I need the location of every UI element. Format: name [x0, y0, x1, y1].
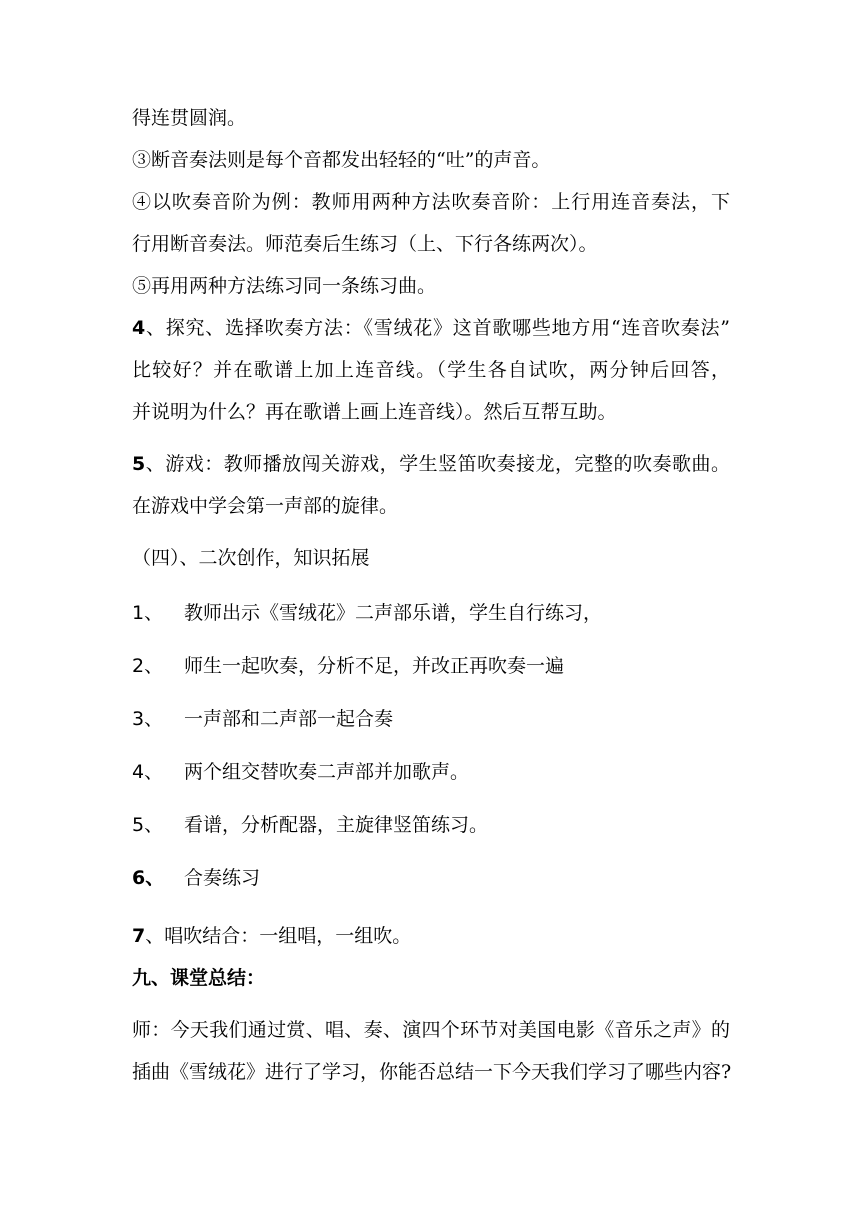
- paragraph-line: [132, 148, 550, 172]
- paragraph-line: 插曲《雪绒花》进行了学习，你能否总结一下今天我们学习了哪些内容?: [132, 1061, 732, 1083]
- paragraph-line: [132, 452, 730, 476]
- paragraph-line: 比较好？并在歌谱上加上连音线。（学生各自试吹，两分钟后回答，: [132, 359, 730, 381]
- list-number: 3、: [132, 708, 164, 730]
- paragraph-line: 师：今天我们通过赏、唱、奏、演四个环节对美国电影《音乐之声》的: [132, 1019, 730, 1041]
- line-text: 行用断音奏法。师范奏后生练习（上、下行各练两次）。: [132, 233, 598, 255]
- paragraph-line: ④以吹奏音阶为例：教师用两种方法吹奏音阶：上行用连音奏法，下: [132, 191, 730, 213]
- paragraph-line: [132, 924, 411, 948]
- section-heading-summary: [132, 966, 265, 990]
- line-text: 九、课堂总结：: [132, 967, 266, 989]
- list-number: 5、: [132, 814, 164, 836]
- list-text: 师生一起吹奏，分析不足，并改正再吹奏一遍: [184, 655, 565, 677]
- list-text: 两个组交替吹奏二声部并加歌声。: [184, 761, 470, 783]
- list-text: 一声部和二声部一起合奏: [184, 708, 394, 730]
- list-item: [132, 866, 260, 890]
- line-text: 、探究、选择吹奏方法：《雪绒花》这首歌哪些地方用“连音吹奏法”: [145, 317, 730, 339]
- line-text: 、唱吹结合：一组唱，一组吹。: [145, 925, 412, 947]
- paragraph-line: [132, 316, 730, 340]
- line-text: （四）、二次创作，知识拓展: [132, 547, 370, 569]
- line-text: 得连贯圆润。: [132, 107, 247, 129]
- list-number: 6、: [132, 867, 165, 889]
- line-text: ③断音奏法则是每个音都发出轻轻的“吐”的声音。: [132, 149, 551, 171]
- list-item: [132, 707, 393, 731]
- paragraph-line: [132, 232, 598, 256]
- list-number: 2、: [132, 655, 164, 677]
- list-item: [132, 654, 564, 678]
- list-text: 教师出示《雪绒花》二声部乐谱，学生自行练习，: [184, 602, 603, 624]
- line-text: ⑤再用两种方法练习同一条练习曲。: [132, 275, 437, 297]
- line-text: 、游戏：教师播放闯关游戏，学生竖笛吹奏接龙，完整的吹奏歌曲。: [145, 453, 730, 475]
- step-number: 4: [132, 317, 146, 339]
- list-item: [132, 760, 469, 784]
- list-text: 看谱，分析配器，主旋律竖笛练习。: [184, 814, 489, 836]
- step-number: 7: [132, 925, 146, 947]
- list-item: [132, 813, 488, 837]
- list-number: 1、: [132, 602, 164, 624]
- paragraph-line: [132, 400, 617, 424]
- line-text: 在游戏中学会第一声部的旋律。: [132, 495, 399, 517]
- paragraph-line: [132, 106, 246, 130]
- list-text: 合奏练习: [184, 867, 261, 889]
- list-number: 4、: [132, 761, 164, 783]
- step-number: 5: [132, 453, 146, 475]
- line-text: 并说明为什么？再在歌谱上画上连音线）。然后互帮互助。: [132, 401, 617, 423]
- section-heading: [132, 546, 370, 570]
- list-item: [132, 601, 602, 625]
- paragraph-line: [132, 494, 398, 518]
- paragraph-line: [132, 274, 436, 298]
